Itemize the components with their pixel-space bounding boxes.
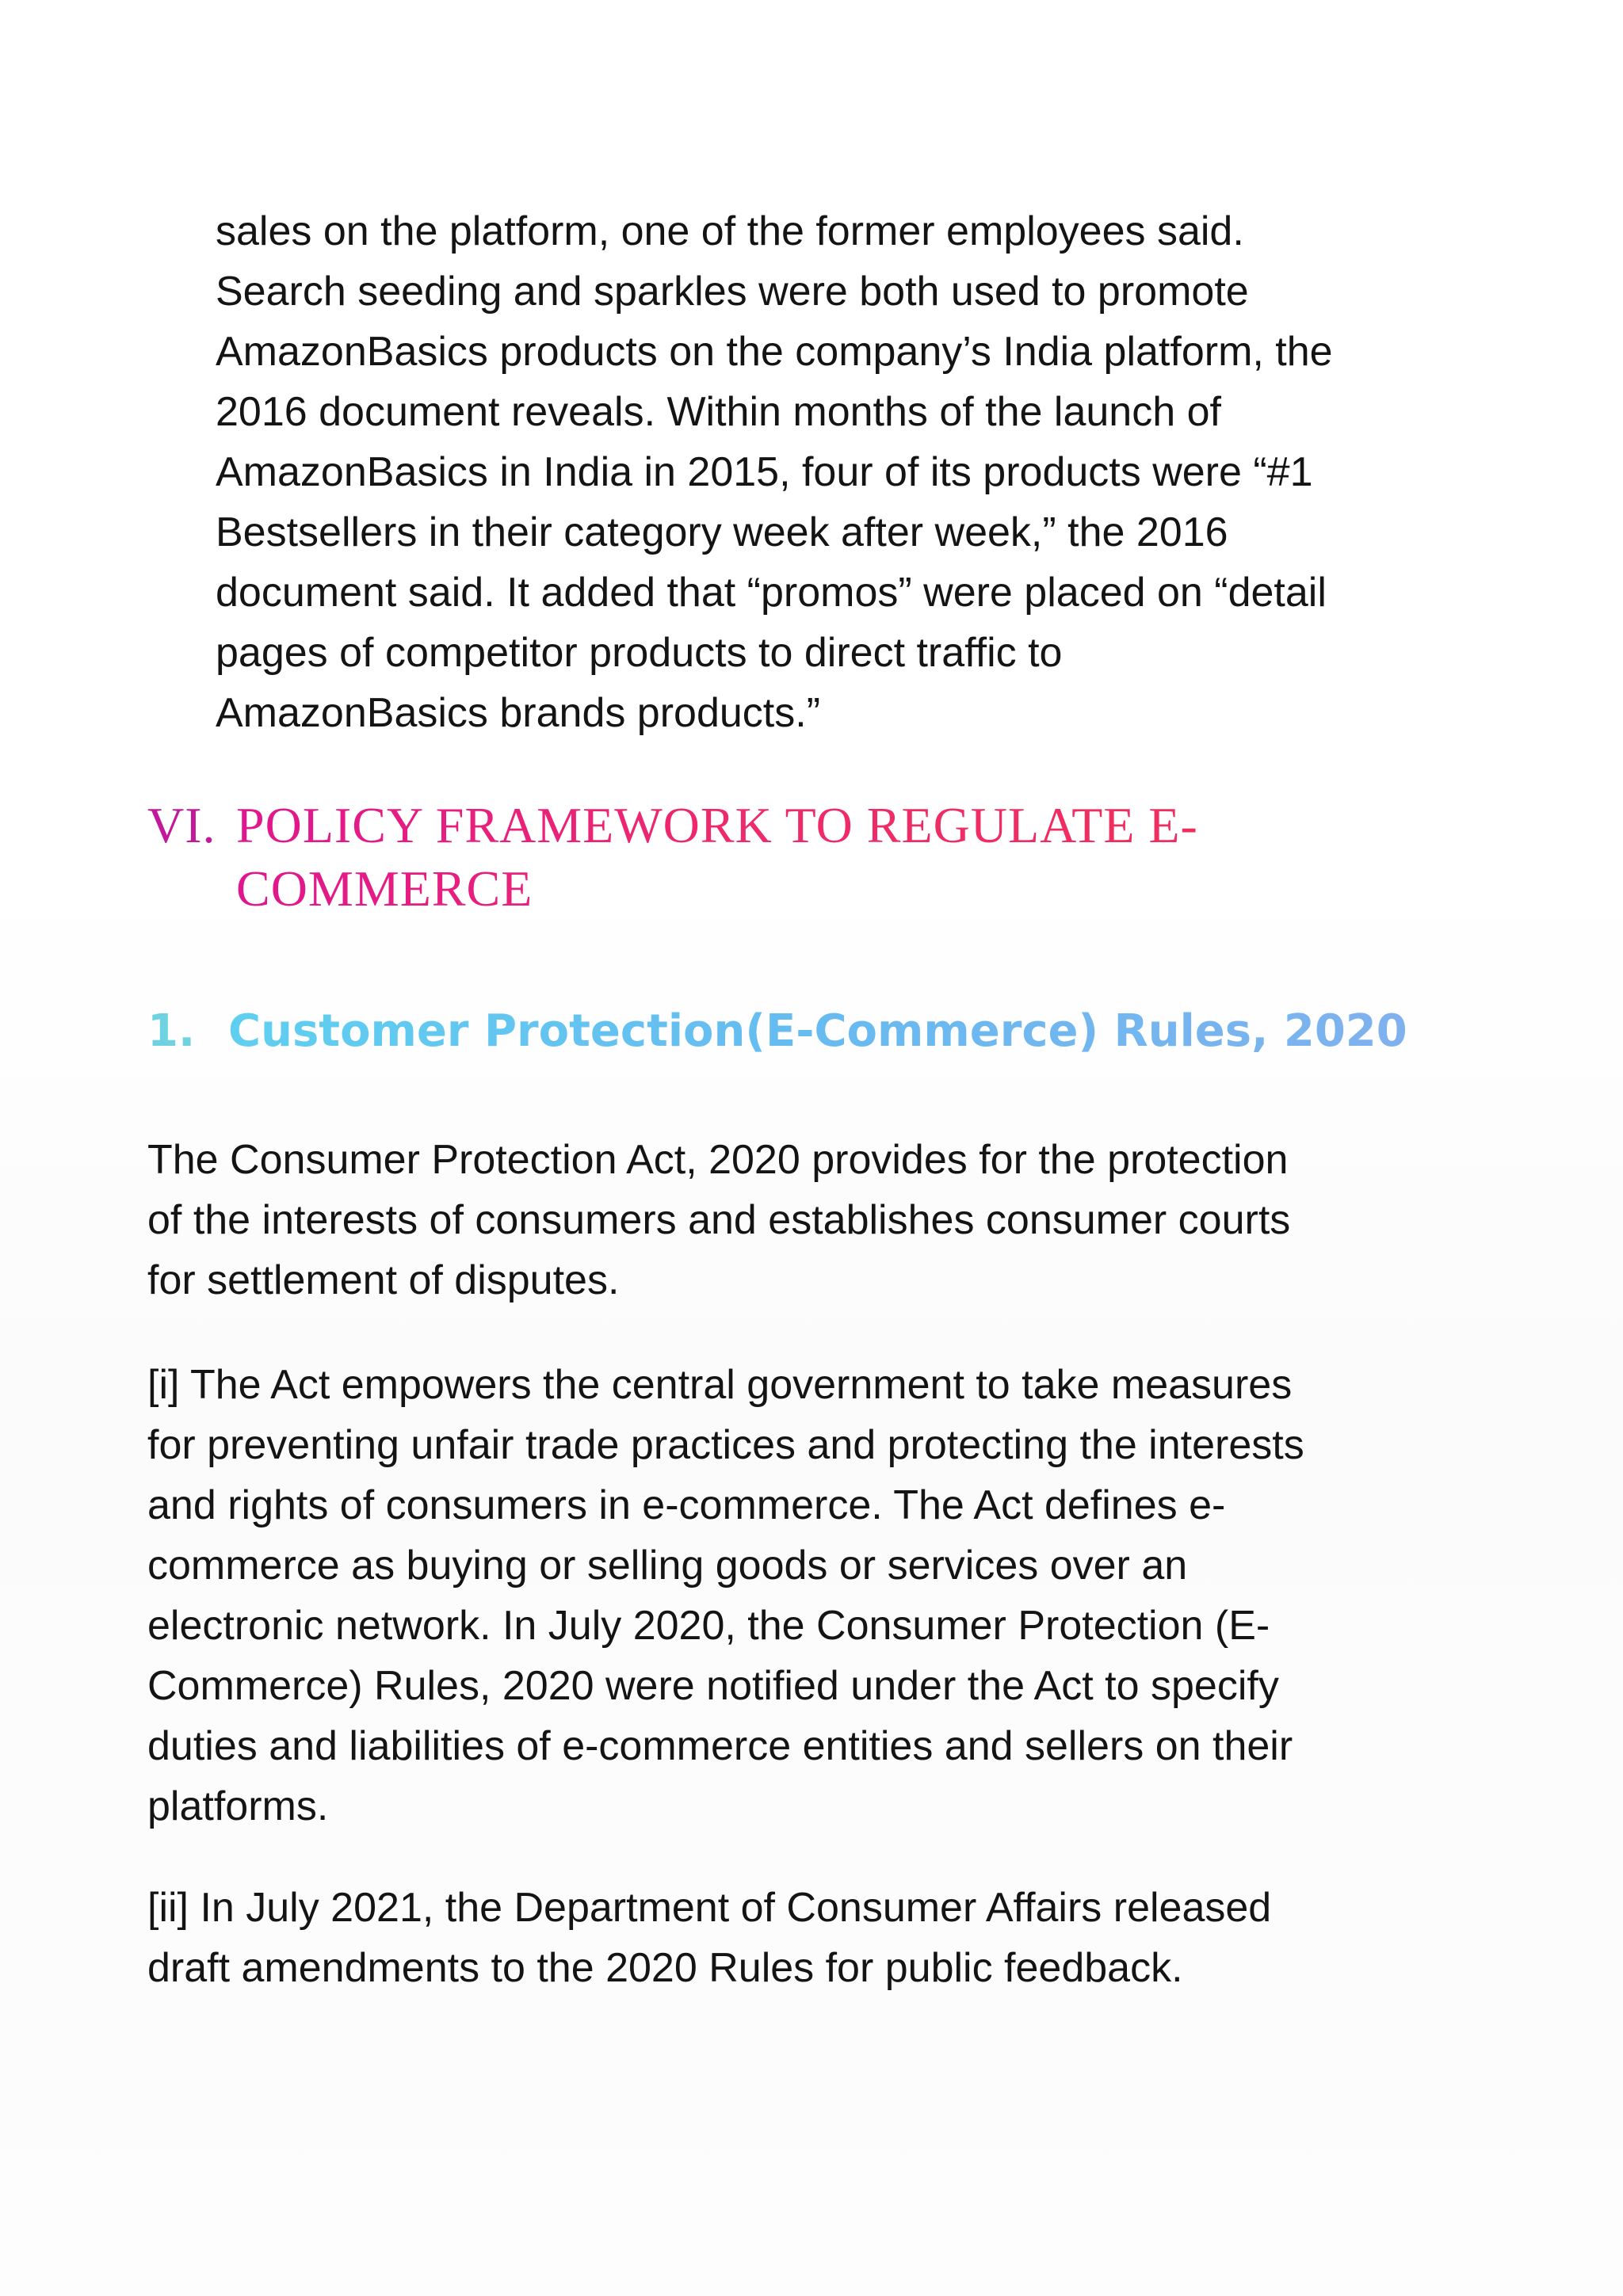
subsection-number: 1. (147, 1005, 196, 1057)
section-number: VI. (147, 797, 216, 853)
list-item-i: [i] The Act empowers the central government to take measures for preventing unfair trade practices and protecting the interests and rights of consumers in e-commerce. The Act defines e- commerce as buying or selling goods or services over an electronic network. In July 2020, the Consumer Protection (E- Commerce) Rules, 2020 were notified under the Act to specify duties and liabilities of e-commerce entities and sellers on their platforms. (147, 1362, 1304, 1829)
subsection-heading (147, 1000, 1495, 1063)
subsection-title: Customer Protection(E-Commerce) Rules, 2020 (228, 1000, 1407, 1063)
section-heading (147, 794, 1495, 921)
intro-paragraph: The Consumer Protection Act, 2020 provides for the protection of the interests of consumers and establishes consumer courts for settlement of disputes. (147, 1137, 1291, 1303)
section-title: POLICY FRAMEWORK TO REGULATE E- COMMERCE (236, 794, 1361, 921)
continued-paragraph: sales on the platform, one of the former employees said. Search seeding and sparkles were both used to promote AmazonBasics products on the company’s India platform, the 2016 document reveals. Within months of the launch of AmazonBasics in India in 2015, four of its products were “#1 Bestsellers in their category week after week,” the 2016 document said. It added that “promos” were placed on “detail pages of competitor products to direct traffic to AmazonBasics brands products.” (216, 208, 1333, 736)
list-item-ii: [ii] In July 2021, the Department of Consumer Affairs released draft amendments to the 2020 Rules for public feedback. (147, 1885, 1272, 1991)
